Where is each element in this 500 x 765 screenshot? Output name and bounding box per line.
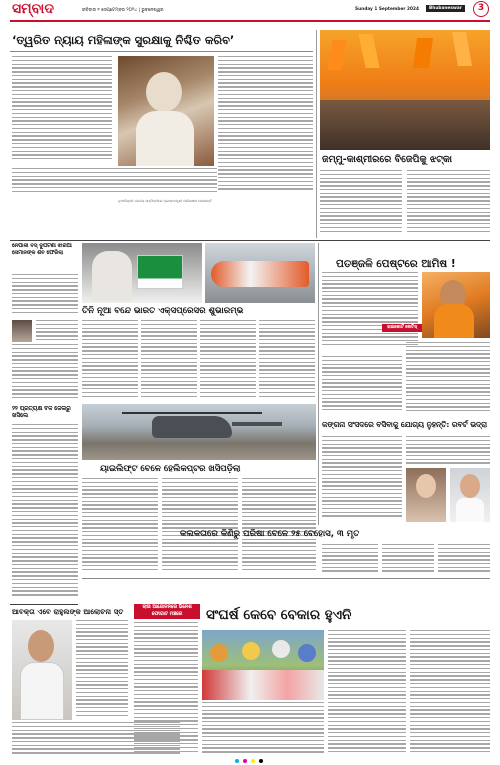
kangana-headline: କଙ୍ଗନା ସଂସଦରେ ବସିବାକୁ ଯୋଗ୍ୟ ନୁହନ୍ତି: ରବର୍ଟ ଭଦ୍ରା <box>322 420 488 429</box>
lead-caption: ନୂଆଦିଲ୍ଲୀ: ଜାତୀୟ ସମ୍ମିଳନୀରେ ପ୍ରଧାନମନ୍ତ୍ରୀ ଅଭିଭାଷଣ ଦେଉଛନ୍ତି <box>118 199 212 203</box>
rahul-photo <box>12 620 72 720</box>
masthead <box>0 0 500 20</box>
vande-body <box>259 320 315 402</box>
helicopter-photo <box>82 404 316 460</box>
odia-date: ରବିବାର ୧ ସେପ୍ଟେମ୍ବର ୨୦୨୪ | ଭୁବନେଶ୍ୱର <box>82 8 164 13</box>
jk-body <box>320 170 402 238</box>
protest-body <box>410 630 490 758</box>
page-number: 3 <box>477 3 485 13</box>
vande-headline: ତିନି ନୂଆ ବନ୍ଦେ ଭାରତ ଏକ୍ସପ୍ରେସର ଶୁଭାରମ୍ଭ <box>82 306 244 316</box>
lead-body <box>12 168 217 196</box>
kangana-body <box>406 436 490 466</box>
vande-body <box>200 320 256 402</box>
city-label: Bhubaneswar <box>426 5 465 12</box>
section-rule <box>10 240 490 241</box>
section-rule <box>82 578 490 579</box>
kolkata-headline: କଲକତାରେ କିଣିରୁ ପରିଷା ବେଳେ ୨୫ ବେହୋସ, ୩ ମୃତ <box>180 529 360 539</box>
heli-body <box>82 478 158 574</box>
jk-headline: ଜମ୍ମୁ-କାଶ୍ମୀରରେ ବିଜେପିକୁ ଝଟ୍‌କା <box>322 154 453 165</box>
kangana-body <box>322 436 402 520</box>
registration-marks <box>235 759 275 763</box>
farmers-photo <box>202 630 324 700</box>
jail-body <box>12 424 78 604</box>
kolkata-body <box>438 544 490 576</box>
english-date: Sunday 1 September 2024 <box>355 7 419 12</box>
hc-notice-badge: ହାଇକୋର୍ଟ ନୋଟିସ୍ <box>382 324 422 332</box>
patanjali-body <box>406 342 490 416</box>
protest-body <box>202 702 324 758</box>
modi-flag-photo <box>82 243 202 303</box>
nepal-body <box>12 274 78 318</box>
lead-photo <box>118 56 214 166</box>
page-emblem-icon <box>473 1 489 17</box>
vadra-photo <box>450 468 490 522</box>
lead-body <box>218 56 313 196</box>
protest-headline: ସଂଘର୍ଷ କେବେ ବେକାର ହୁଏନି <box>206 607 352 623</box>
heli-body <box>162 478 238 574</box>
lead-body <box>12 56 112 166</box>
masthead-logo-icon: ସମ୍ବାଦ <box>12 1 54 17</box>
rahul-body <box>76 620 128 720</box>
kangana-photo <box>406 468 446 522</box>
jail-headline: ୨୨ ପ୍ରତ୍ୟକ୍ଷ ବଳ ଜେଲରୁ ଖସିଲେ <box>12 406 71 419</box>
vande-body <box>141 320 197 402</box>
nepal-headline: ନେପାଳୀ ବସ୍ ଦୁର୍ଘଟଣା ଝାରିଆ ସେମାନଙ୍କ ଶବ ଫେରିଲା <box>12 243 72 256</box>
ramdev-photo <box>422 272 490 338</box>
jk-body <box>407 170 490 238</box>
rally-photo <box>320 30 490 150</box>
protest-body <box>134 622 198 758</box>
divider <box>10 51 313 52</box>
section-rule <box>10 604 78 605</box>
protest-kicker: ଚାଷୀ ଆନ୍ଦୋଳନରେ ଭିନେଶ ଫୋଗାଟ ମଞ୍ଚରେ <box>134 604 200 619</box>
masthead-rule <box>10 20 490 22</box>
nepal-photo <box>12 320 32 342</box>
nepal-body <box>36 320 78 342</box>
vande-body <box>82 320 138 402</box>
heli-headline: ୟାଇଲିଫ୍ଟ ବେଳେ ହେଲିକପ୍ଟର ଖସିପଡ଼ିଲା <box>100 464 241 474</box>
patanjali-body <box>322 356 402 416</box>
heli-body <box>242 478 316 574</box>
kolkata-body <box>382 544 434 576</box>
train-photo <box>205 243 315 303</box>
kolkata-body <box>322 544 378 576</box>
column-rule <box>316 30 317 238</box>
column-rule <box>318 420 319 525</box>
patanjali-headline: ପତଞ୍ଜଳି ପେଷ୍ଟରେ ଆମିଷ ! <box>336 258 456 270</box>
lead-headline: ‘ତ୍ୱରିତ ନ୍ୟାୟ ମହିଳାଙ୍କ ସୁରକ୍ଷାକୁ ନିଶ୍ଚିତ କରିବ’ <box>12 33 235 47</box>
rahul-headline: ଆବକ୍ତା ଏବେ ରାହୁଲଙ୍କ ଆଲୋଚନା ସ୍ତ <box>12 607 124 616</box>
patanjali-body <box>322 272 418 352</box>
nepal-body <box>12 344 78 404</box>
protest-body <box>328 630 406 758</box>
